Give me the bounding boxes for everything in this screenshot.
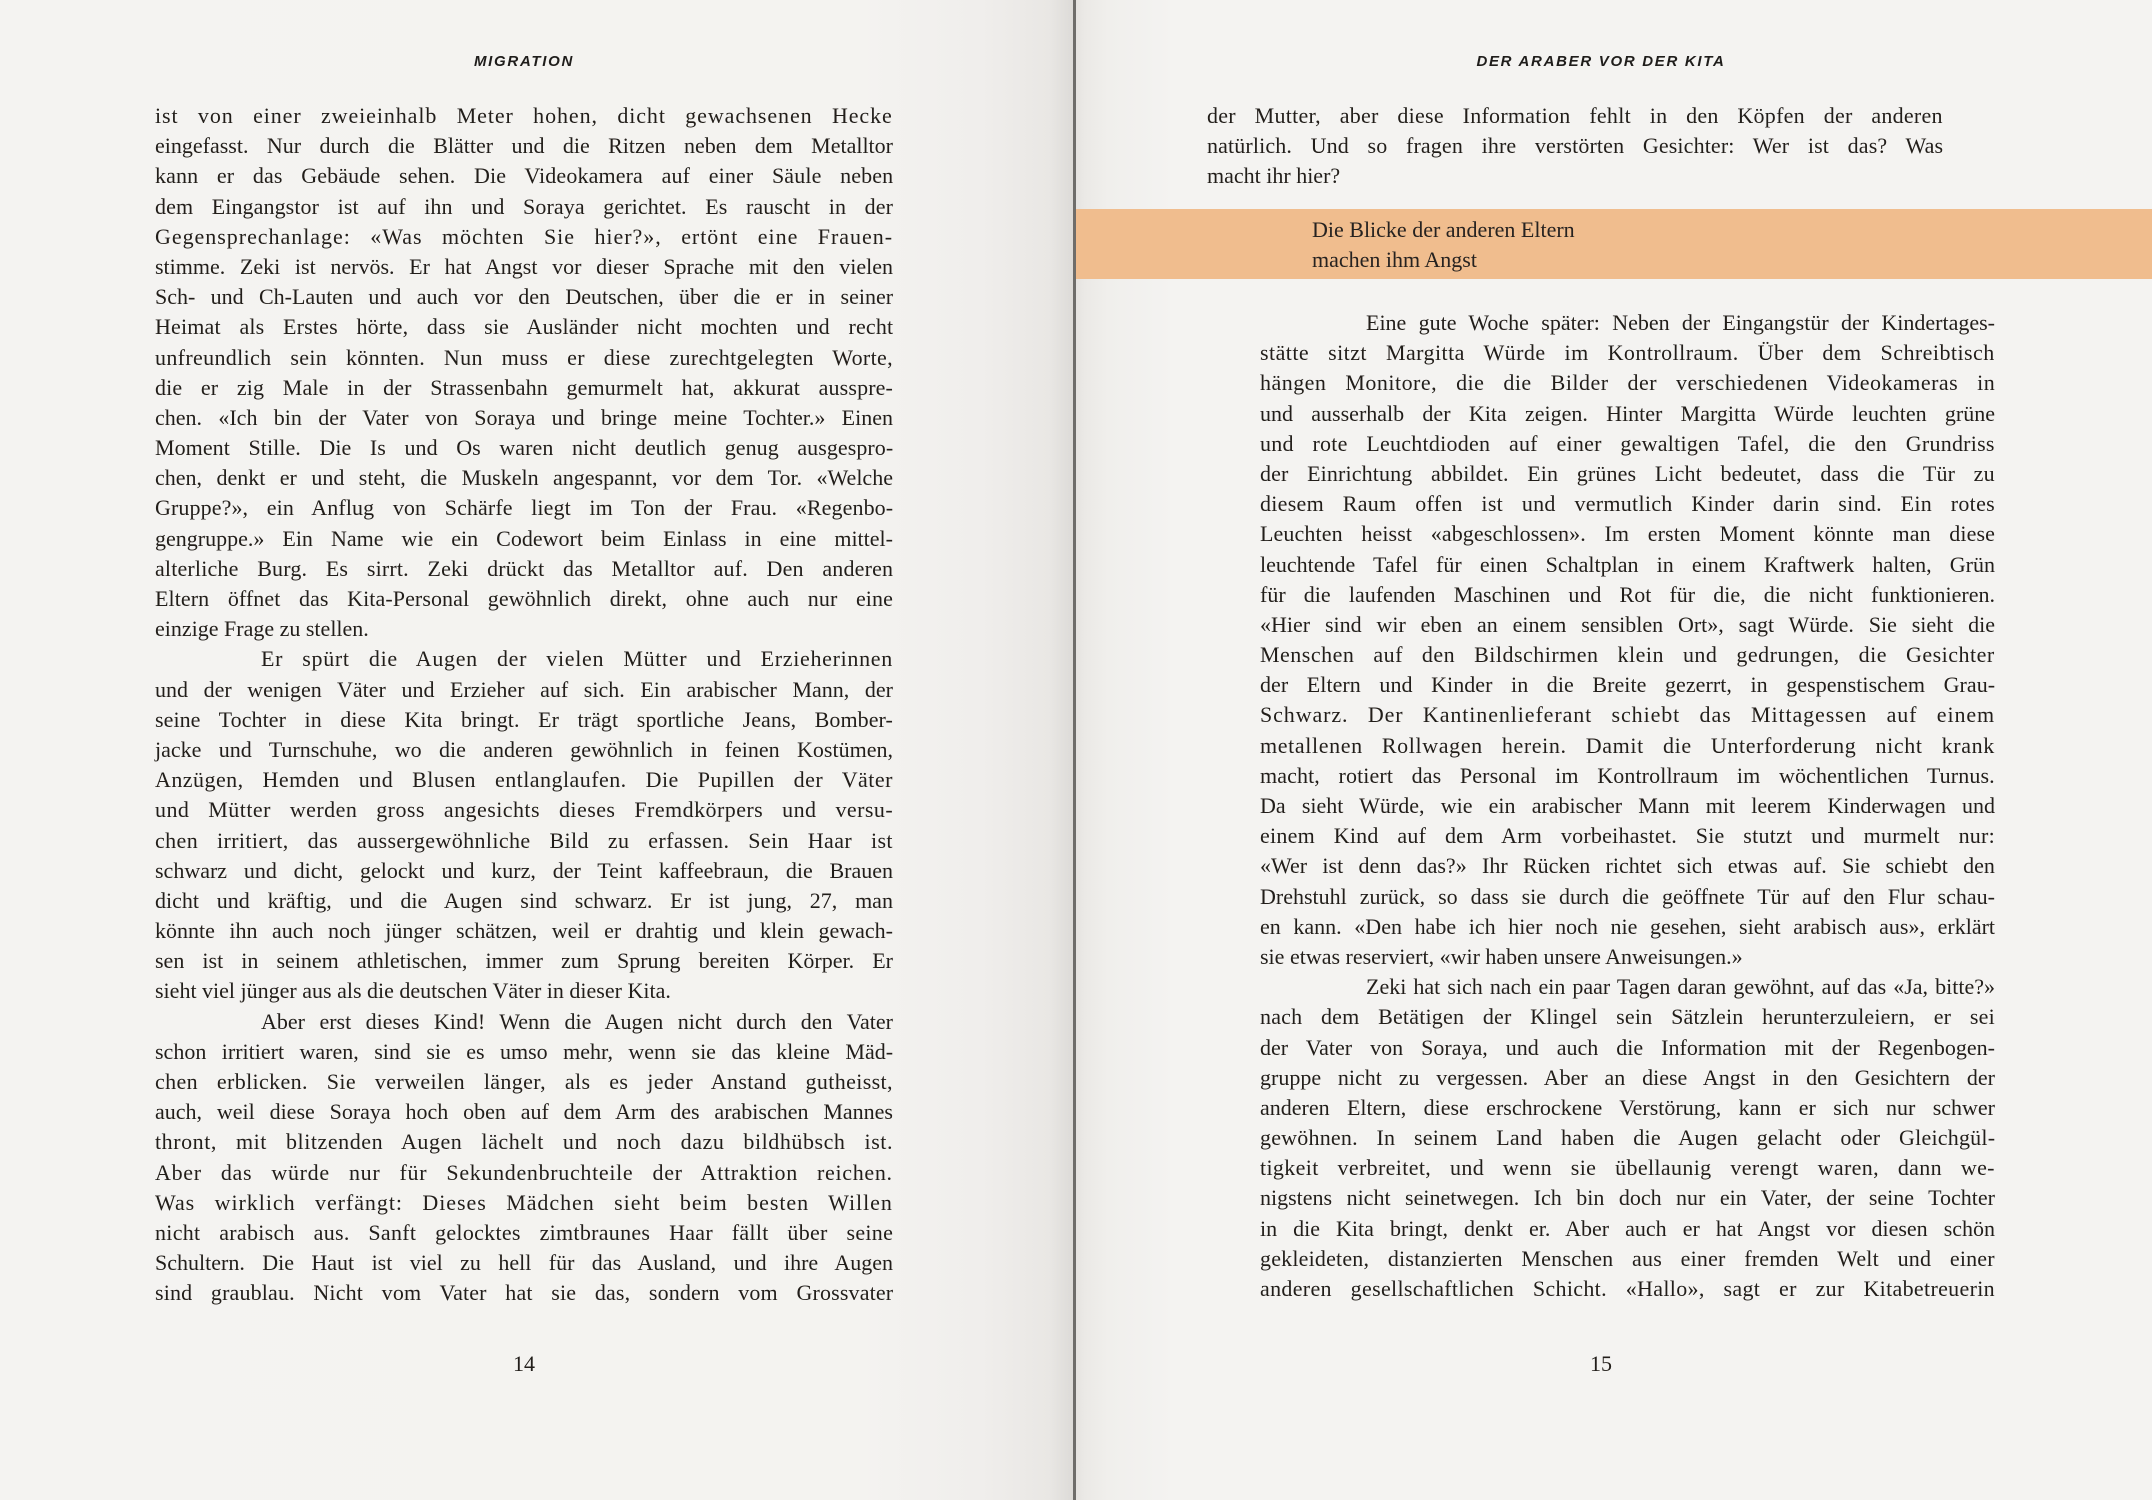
text-line: Zeki hat sich nach ein paar Tagen daran gewöhnt, auf das «Ja, bitte?»	[1366, 974, 1995, 1000]
text-line: macht ihr hier?	[1207, 163, 1341, 189]
text-line: gruppe nicht zu vergessen. Aber an diese Angst in den Gesichtern der	[1260, 1064, 1995, 1090]
page-number-left: 14	[513, 1351, 535, 1376]
text-line: Aber erst dieses Kind! Wenn die Augen nicht durch den Vater	[261, 1008, 893, 1034]
pull-quote-text	[1312, 215, 1575, 275]
text-line: der Einrichtung abbildet. Ein grünes Licht bedeutet, dass die Tür zu	[1260, 460, 1995, 486]
text-line: metallenen Rollwagen herein. Damit die Unterforderung nicht krank	[1260, 732, 1995, 758]
text-line: stätte sitzt Margitta Würde im Kontrollraum. Über dem Schreibtisch	[1260, 340, 1995, 366]
text-line: einzige Frage zu stellen.	[155, 616, 369, 642]
text-line: schwarz und dicht, gelockt und kurz, der Teint kaffeebraun, die Brauen	[155, 857, 894, 883]
text-line: chen, denkt er und steht, die Muskeln angespannt, vor dem Tor. «Welche	[155, 465, 893, 491]
text-line: eingefasst. Nur durch die Blätter und die Ritzen neben dem Metalltor	[155, 133, 893, 159]
text-line: tigkeit verbreitet, und wenn sie übellaunig verengt waren, dann we-	[1260, 1155, 1995, 1181]
text-line: chen erblicken. Sie verweilen länger, als es jeder Anstand gutheisst,	[155, 1069, 893, 1094]
text-line: Eine gute Woche später: Neben der Eingangstür der Kindertages-	[1366, 310, 1995, 335]
text-line: gengruppe.» Ein Name wie ein Codewort beim Einlass in eine mittel-	[155, 525, 893, 551]
text-line: kann er das Gebäude sehen. Die Videokamera auf einer Säule neben	[155, 163, 894, 189]
text-line: Moment Stille. Die Is und Os waren nicht deutlich genug ausgespro-	[155, 435, 894, 461]
text-line: Er spürt die Augen der vielen Mütter und Erzieherinnen	[261, 646, 893, 672]
text-line: Da sieht Würde, wie ein arabischer Mann mit leerem Kinderwagen und	[1260, 793, 1996, 818]
text-line: der Eltern und Kinder in die Breite gezerrt, in gespenstischem Grau-	[1260, 672, 1996, 698]
text-line: Gegensprechanlage: «Was möchten Sie hier?», ertönt eine Frauen-	[155, 223, 893, 249]
text-line: sie etwas reserviert, «wir haben unsere Anweisungen.»	[1260, 943, 1743, 969]
text-line: unfreundlich sein könnten. Nun muss er diese zurechtgelegten Worte,	[155, 344, 893, 370]
text-line: ist von einer zweieinhalb Meter hohen, dicht gewachsenen Hecke	[155, 103, 893, 128]
text-line: die er zig Male in der Strassenbahn gemurmelt hat, akkurat ausspre-	[155, 374, 894, 400]
text-line: der Vater von Soraya, und auch die Information mit der Regenbogen-	[1260, 1034, 1996, 1060]
text-line: Aber das würde nur für Sekundenbruchteile der Attraktion reichen.	[155, 1159, 893, 1185]
text-line: anderen gesellschaftlichen Schicht. «Hallo», sagt er zur Kitabetreuerin	[1260, 1276, 1995, 1301]
text-line: Schultern. Die Haut ist viel zu hell für das Ausland, und ihre Augen	[155, 1250, 894, 1276]
text-line: sen ist in seinem athletischen, immer zum Sprung bereiten Körper. Er	[155, 948, 893, 974]
text-line: der Mutter, aber diese Information fehlt in den Köpfen der anderen	[1207, 103, 1943, 128]
text-line: Schwarz. Der Kantinenlieferant schiebt das Mittagessen auf einem	[1260, 702, 1996, 728]
text-line: gekleideten, distanzierten Menschen aus einer fremden Welt und einer	[1260, 1245, 1995, 1271]
pull-quote-line: Die Blicke der anderen Eltern	[1312, 217, 1575, 242]
page-number-right: 15	[1590, 1351, 1612, 1376]
text-line: sieht viel jünger aus als die deutschen Väter in dieser Kita.	[155, 978, 671, 1004]
text-line: seine Tochter in diese Kita bringt. Er trägt sportliche Jeans, Bomber-	[155, 706, 893, 732]
text-line: anderen Eltern, diese erschrockene Verstörung, kann er sich nur schwer	[1260, 1094, 1996, 1120]
text-line: thront, mit blitzenden Augen lächelt und noch dazu bildhübsch ist.	[155, 1129, 894, 1155]
text-line: dem Eingangstor ist auf ihn und Soraya gerichtet. Es rauscht in der	[155, 193, 893, 219]
pull-quote-line: machen ihm Angst	[1312, 247, 1477, 273]
text-line: stimme. Zeki ist nervös. Er hat Angst vor dieser Sprache mit den vielen	[155, 253, 894, 279]
text-line: nach dem Betätigen der Klingel sein Sätzlein herunterzuleiern, er sei	[1260, 1004, 1995, 1030]
text-line: nicht arabisch aus. Sanft gelocktes zimtbraunes Haar fällt über seine	[155, 1219, 894, 1245]
text-line: «Wer ist denn das?» Ihr Rücken richtet sich etwas auf. Sie schiebt den	[1260, 853, 1995, 879]
text-line: Was wirklich verfängt: Dieses Mädchen sieht beim besten Willen	[155, 1189, 893, 1215]
pull-quote-band	[1076, 209, 2152, 279]
text-line: jacke und Turnschuhe, wo die anderen gewöhnlich in feinen Kostümen,	[155, 736, 893, 762]
text-line: Eltern öffnet das Kita-Personal gewöhnlich direkt, ohne auch nur eine	[155, 586, 893, 611]
running-head-left: MIGRATION	[473, 53, 574, 70]
text-line: einem Kind auf dem Arm vorbeihastet. Sie stutzt und murmelt nur:	[1260, 823, 1995, 849]
text-line: chen irritiert, das aussergewöhnliche Bild zu erfassen. Sein Haar ist	[155, 827, 893, 853]
text-line: nigstens nicht seinetwegen. Ich bin doch nur ein Vater, der seine Tochter	[1260, 1185, 1995, 1211]
text-line: auch, weil diese Soraya hoch oben auf dem Arm des arabischen Mannes	[155, 1099, 893, 1125]
body-text-left	[155, 101, 893, 1309]
text-line: Drehstuhl zurück, so dass sie durch die geöffnete Tür auf den Flur schau-	[1260, 883, 1995, 909]
text-line: für die laufenden Maschinen und Rot für die, die nicht funktionieren.	[1260, 581, 1995, 607]
text-line: gewöhnen. In seinem Land haben die Augen gelacht oder Gleichgül-	[1260, 1125, 1996, 1151]
text-line: und rote Leuchtdioden auf einer gewaltigen Tafel, die den Grundriss	[1260, 430, 1995, 456]
text-line: Gruppe?», ein Anflug von Schärfe liegt im Ton der Frau. «Regenbo-	[155, 495, 894, 521]
text-line: Anzügen, Hemden und Blusen entlanglaufen. Die Pupillen der Väter	[155, 767, 893, 793]
text-line: könnte ihn auch noch jünger schätzen, weil er drahtig und klein gewach-	[155, 918, 893, 944]
text-line: in die Kita bringt, denkt er. Aber auch er hat Angst vor diesen schön	[1260, 1215, 1996, 1241]
text-line: natürlich. Und so fragen ihre verstörten Gesichter: Wer ist das? Was	[1207, 133, 1944, 159]
text-line: und ausserhalb der Kita zeigen. Hinter Margitta Würde leuchten grüne	[1260, 400, 1995, 426]
running-head-right: DER ARABER VOR DER KITA	[1476, 53, 1726, 70]
body-text-right-main	[1260, 308, 1995, 1304]
text-line: alterliche Burg. Es sirrt. Zeki drückt das Metalltor auf. Den anderen	[155, 555, 894, 581]
text-line: schon irritiert waren, sind sie es umso mehr, wenn sie das kleine Mäd-	[155, 1038, 894, 1064]
text-line: Leuchten heisst «abgeschlossen». Im ersten Moment könnte man diese	[1260, 521, 1996, 547]
text-line: und der wenigen Väter und Erzieher auf sich. Ein arabischer Mann, der	[155, 676, 893, 702]
text-line: «Hier sind wir eben an einem sensiblen Ort», sagt Würde. Sie sieht die	[1260, 611, 1995, 637]
text-line: und Mütter werden gross angesichts dieses Fremdkörpers und versu-	[155, 797, 894, 823]
text-line: sind graublau. Nicht vom Vater hat sie das, sondern vom Grossvater	[155, 1280, 894, 1306]
text-line: Heimat als Erstes hörte, dass sie Ausländer nicht mochten und recht	[155, 314, 894, 340]
text-line: en kann. «Den habe ich hier noch nie gesehen, sieht arabisch aus», erklärt	[1260, 913, 1996, 939]
text-line: Sch- und Ch-Lauten und auch vor den Deutschen, über die er in seiner	[155, 284, 894, 310]
text-line: hängen Monitore, die die Bilder der verschiedenen Videokameras in	[1260, 370, 1996, 396]
text-line: macht, rotiert das Personal im Kontrollraum im wöchentlichen Turnus.	[1260, 762, 1995, 788]
text-line: leuchtende Tafel für einen Schaltplan in einem Kraftwerk halten, Grün	[1260, 551, 1995, 577]
body-text-right-intro	[1207, 101, 1943, 192]
text-line: Menschen auf den Bildschirmen klein und gedrungen, die Gesichter	[1260, 642, 1995, 668]
text-line: dicht und kräftig, und die Augen sind schwarz. Er ist jung, 27, man	[155, 887, 893, 913]
text-line: chen. «Ich bin der Vater von Soraya und bringe meine Tochter.» Einen	[155, 404, 893, 430]
text-line: diesem Raum offen ist und vermutlich Kinder darin sind. Ein rotes	[1260, 491, 1995, 517]
